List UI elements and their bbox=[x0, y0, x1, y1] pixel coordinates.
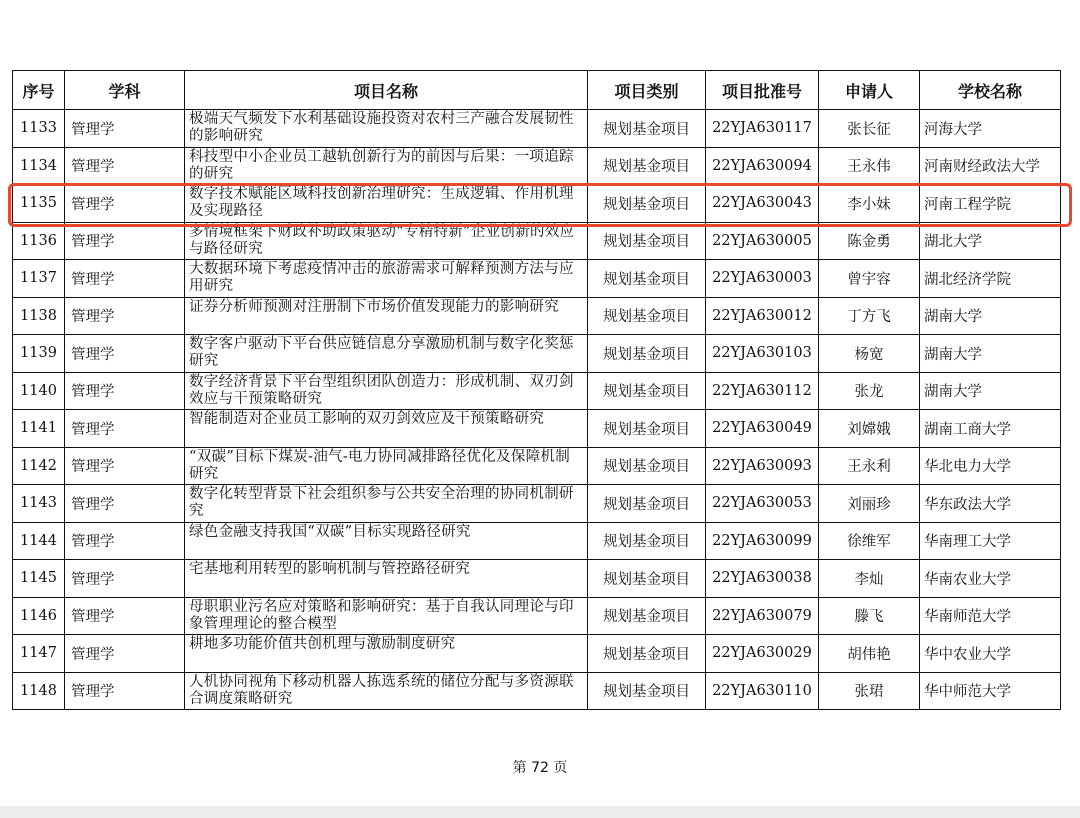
cell-applicant: 杨宽 bbox=[819, 335, 920, 373]
cell-seq: 1143 bbox=[13, 485, 65, 523]
cell-project-type: 规划基金项目 bbox=[588, 110, 706, 148]
cell-project-type: 规划基金项目 bbox=[588, 222, 706, 260]
cell-school: 华南师范大学 bbox=[920, 597, 1061, 635]
cell-seq: 1135 bbox=[13, 185, 65, 223]
cell-project-type: 规划基金项目 bbox=[588, 447, 706, 485]
cell-subject: 管理学 bbox=[65, 297, 185, 335]
table-header-row bbox=[13, 71, 1061, 110]
table-row bbox=[13, 597, 1061, 635]
cell-subject: 管理学 bbox=[65, 522, 185, 560]
table-row bbox=[13, 372, 1061, 410]
header-subject: 学科 bbox=[65, 71, 185, 110]
cell-project-name bbox=[185, 597, 588, 635]
header-applicant: 申请人 bbox=[819, 71, 920, 110]
project-name-text: “双碳”目标下煤炭-油气-电力协同减排路径优化及保障机制研究 bbox=[189, 448, 571, 482]
cell-approval-no: 22YJA630038 bbox=[706, 560, 819, 598]
cell-subject: 管理学 bbox=[65, 110, 185, 148]
cell-seq: 1137 bbox=[13, 260, 65, 298]
header-project-name: 项目名称 bbox=[185, 71, 588, 110]
project-name-text: 绿色金融支持我国“双碳”目标实现路径研究 bbox=[189, 523, 471, 540]
header-school: 学校名称 bbox=[920, 71, 1061, 110]
cell-seq: 1148 bbox=[13, 672, 65, 710]
project-name-text: 数字化转型背景下社会组织参与公共安全治理的协同机制研究 bbox=[189, 486, 574, 519]
table-row bbox=[13, 260, 1061, 298]
cell-project-name bbox=[185, 485, 588, 523]
cell-school: 华中农业大学 bbox=[920, 635, 1061, 673]
cell-approval-no: 22YJA630053 bbox=[706, 485, 819, 523]
cell-school: 河海大学 bbox=[920, 110, 1061, 148]
project-name-text: 宅基地利用转型的影响机制与管控路径研究 bbox=[189, 561, 471, 577]
project-name-text: 数字经济背景下平台型组织团队创造力：形成机制、双刃剑效应与干预策略研究 bbox=[189, 373, 574, 407]
header-approval-no: 项目批准号 bbox=[706, 71, 819, 110]
cell-applicant: 张长征 bbox=[819, 110, 920, 148]
cell-project-type: 规划基金项目 bbox=[588, 297, 706, 335]
cell-project-type: 规划基金项目 bbox=[588, 335, 706, 373]
cell-school: 湖南大学 bbox=[920, 297, 1061, 335]
cell-project-type: 规划基金项目 bbox=[588, 185, 706, 223]
project-name-text: 数字客户驱动下平台供应链信息分享激励机制与数字化奖惩研究 bbox=[189, 336, 574, 369]
table-row bbox=[13, 185, 1061, 223]
cell-seq: 1141 bbox=[13, 410, 65, 448]
table-row bbox=[13, 447, 1061, 485]
cell-seq: 1133 bbox=[13, 110, 65, 148]
cell-approval-no: 22YJA630005 bbox=[706, 222, 819, 260]
cell-project-type: 规划基金项目 bbox=[588, 522, 706, 560]
cell-project-name bbox=[185, 260, 588, 298]
cell-project-name bbox=[185, 297, 588, 335]
project-name-text: 极端天气频发下水利基础设施投资对农村三产融合发展韧性的影响研究 bbox=[189, 111, 574, 144]
cell-project-name bbox=[185, 185, 588, 223]
cell-subject: 管理学 bbox=[65, 447, 185, 485]
cell-approval-no: 22YJA630093 bbox=[706, 447, 819, 485]
cell-project-name bbox=[185, 410, 588, 448]
cell-applicant: 王永利 bbox=[819, 447, 920, 485]
cell-seq: 1134 bbox=[13, 147, 65, 185]
cell-school: 湖北经济学院 bbox=[920, 260, 1061, 298]
table-row bbox=[13, 560, 1061, 598]
cell-seq: 1145 bbox=[13, 560, 65, 598]
cell-seq: 1136 bbox=[13, 222, 65, 260]
project-name-text: 耕地多功能价值共创机理与激励制度研究 bbox=[189, 636, 456, 652]
cell-applicant: 徐维军 bbox=[819, 522, 920, 560]
cell-project-type: 规划基金项目 bbox=[588, 672, 706, 710]
header-seq: 序号 bbox=[13, 71, 65, 110]
cell-school: 河南工程学院 bbox=[920, 185, 1061, 223]
cell-school: 河南财经政法大学 bbox=[920, 147, 1061, 185]
table-row bbox=[13, 110, 1061, 148]
cell-project-name bbox=[185, 110, 588, 148]
project-name-text: 智能制造对企业员工影响的双刃剑效应及干预策略研究 bbox=[189, 411, 545, 427]
cell-seq: 1138 bbox=[13, 297, 65, 335]
cell-approval-no: 22YJA630103 bbox=[706, 335, 819, 373]
cell-project-type: 规划基金项目 bbox=[588, 597, 706, 635]
cell-school: 湖南工商大学 bbox=[920, 410, 1061, 448]
cell-approval-no: 22YJA630110 bbox=[706, 672, 819, 710]
cell-seq: 1146 bbox=[13, 597, 65, 635]
cell-project-type: 规划基金项目 bbox=[588, 485, 706, 523]
cell-project-name bbox=[185, 522, 588, 560]
cell-approval-no: 22YJA630094 bbox=[706, 147, 819, 185]
cell-school: 华东政法大学 bbox=[920, 485, 1061, 523]
page-number: 第 72 页 bbox=[512, 760, 568, 776]
cell-subject: 管理学 bbox=[65, 185, 185, 223]
cell-applicant: 曾宇容 bbox=[819, 260, 920, 298]
cell-subject: 管理学 bbox=[65, 410, 185, 448]
cell-subject: 管理学 bbox=[65, 560, 185, 598]
cell-project-name bbox=[185, 672, 588, 710]
project-name-text: 人机协同视角下移动机器人拣选系统的储位分配与多资源联合调度策略研究 bbox=[189, 673, 574, 707]
cell-project-type: 规划基金项目 bbox=[588, 147, 706, 185]
cell-school: 湖南大学 bbox=[920, 335, 1061, 373]
cell-subject: 管理学 bbox=[65, 260, 185, 298]
cell-seq: 1144 bbox=[13, 522, 65, 560]
cell-applicant: 丁方飞 bbox=[819, 297, 920, 335]
cell-seq: 1147 bbox=[13, 635, 65, 673]
cell-project-type: 规划基金项目 bbox=[588, 560, 706, 598]
project-name-text: 母职职业污名应对策略和影响研究：基于自我认同理论与印象管理理论的整合模型 bbox=[189, 598, 574, 632]
cell-applicant: 王永伟 bbox=[819, 147, 920, 185]
cell-applicant: 李灿 bbox=[819, 560, 920, 598]
table-row bbox=[13, 297, 1061, 335]
cell-subject: 管理学 bbox=[65, 372, 185, 410]
project-table bbox=[12, 70, 1061, 710]
project-name-text: 多情境框架下财政补助政策驱动“专精特新”企业创新的效应与路径研究 bbox=[189, 223, 575, 257]
table-row bbox=[13, 335, 1061, 373]
page-bottom-edge bbox=[0, 806, 1080, 818]
table-row bbox=[13, 222, 1061, 260]
project-name-text: 大数据环境下考虑疫情冲击的旅游需求可解释预测方法与应用研究 bbox=[189, 261, 574, 294]
table-row bbox=[13, 672, 1061, 710]
table-row bbox=[13, 485, 1061, 523]
header-project-type: 项目类别 bbox=[588, 71, 706, 110]
cell-seq: 1140 bbox=[13, 372, 65, 410]
cell-approval-no: 22YJA630079 bbox=[706, 597, 819, 635]
cell-subject: 管理学 bbox=[65, 672, 185, 710]
cell-approval-no: 22YJA630099 bbox=[706, 522, 819, 560]
cell-project-name bbox=[185, 372, 588, 410]
table-row bbox=[13, 522, 1061, 560]
cell-approval-no: 22YJA630043 bbox=[706, 185, 819, 223]
cell-applicant: 胡伟艳 bbox=[819, 635, 920, 673]
cell-school: 湖南大学 bbox=[920, 372, 1061, 410]
cell-school: 湖北大学 bbox=[920, 222, 1061, 260]
cell-approval-no: 22YJA630117 bbox=[706, 110, 819, 148]
cell-project-type: 规划基金项目 bbox=[588, 372, 706, 410]
cell-project-type: 规划基金项目 bbox=[588, 635, 706, 673]
cell-project-name bbox=[185, 635, 588, 673]
cell-school: 华南农业大学 bbox=[920, 560, 1061, 598]
cell-subject: 管理学 bbox=[65, 597, 185, 635]
project-name-text: 数字技术赋能区域科技创新治理研究：生成逻辑、作用机理及实现路径 bbox=[189, 186, 574, 219]
cell-project-name bbox=[185, 335, 588, 373]
cell-applicant: 刘丽珍 bbox=[819, 485, 920, 523]
cell-subject: 管理学 bbox=[65, 147, 185, 185]
project-name-text: 证券分析师预测对注册制下市场价值发现能力的影响研究 bbox=[189, 298, 559, 315]
table-row bbox=[13, 147, 1061, 185]
cell-project-name bbox=[185, 560, 588, 598]
cell-project-name bbox=[185, 222, 588, 260]
cell-approval-no: 22YJA630049 bbox=[706, 410, 819, 448]
cell-applicant: 李小妹 bbox=[819, 185, 920, 223]
cell-seq: 1142 bbox=[13, 447, 65, 485]
cell-subject: 管理学 bbox=[65, 635, 185, 673]
cell-applicant: 滕飞 bbox=[819, 597, 920, 635]
cell-project-type: 规划基金项目 bbox=[588, 410, 706, 448]
table-row bbox=[13, 635, 1061, 673]
table-row bbox=[13, 410, 1061, 448]
cell-approval-no: 22YJA630003 bbox=[706, 260, 819, 298]
cell-applicant: 刘嫦娥 bbox=[819, 410, 920, 448]
cell-school: 华中师范大学 bbox=[920, 672, 1061, 710]
cell-approval-no: 22YJA630012 bbox=[706, 297, 819, 335]
cell-approval-no: 22YJA630029 bbox=[706, 635, 819, 673]
cell-subject: 管理学 bbox=[65, 222, 185, 260]
cell-seq: 1139 bbox=[13, 335, 65, 373]
cell-applicant: 张珺 bbox=[819, 672, 920, 710]
cell-project-name bbox=[185, 147, 588, 185]
cell-subject: 管理学 bbox=[65, 335, 185, 373]
cell-applicant: 陈金勇 bbox=[819, 222, 920, 260]
project-name-text: 科技型中小企业员工越轨创新行为的前因与后果：一项追踪的研究 bbox=[189, 148, 574, 182]
cell-applicant: 张龙 bbox=[819, 372, 920, 410]
cell-project-type: 规划基金项目 bbox=[588, 260, 706, 298]
cell-school: 华南理工大学 bbox=[920, 522, 1061, 560]
cell-school: 华北电力大学 bbox=[920, 447, 1061, 485]
cell-project-name bbox=[185, 447, 588, 485]
cell-approval-no: 22YJA630112 bbox=[706, 372, 819, 410]
cell-subject: 管理学 bbox=[65, 485, 185, 523]
